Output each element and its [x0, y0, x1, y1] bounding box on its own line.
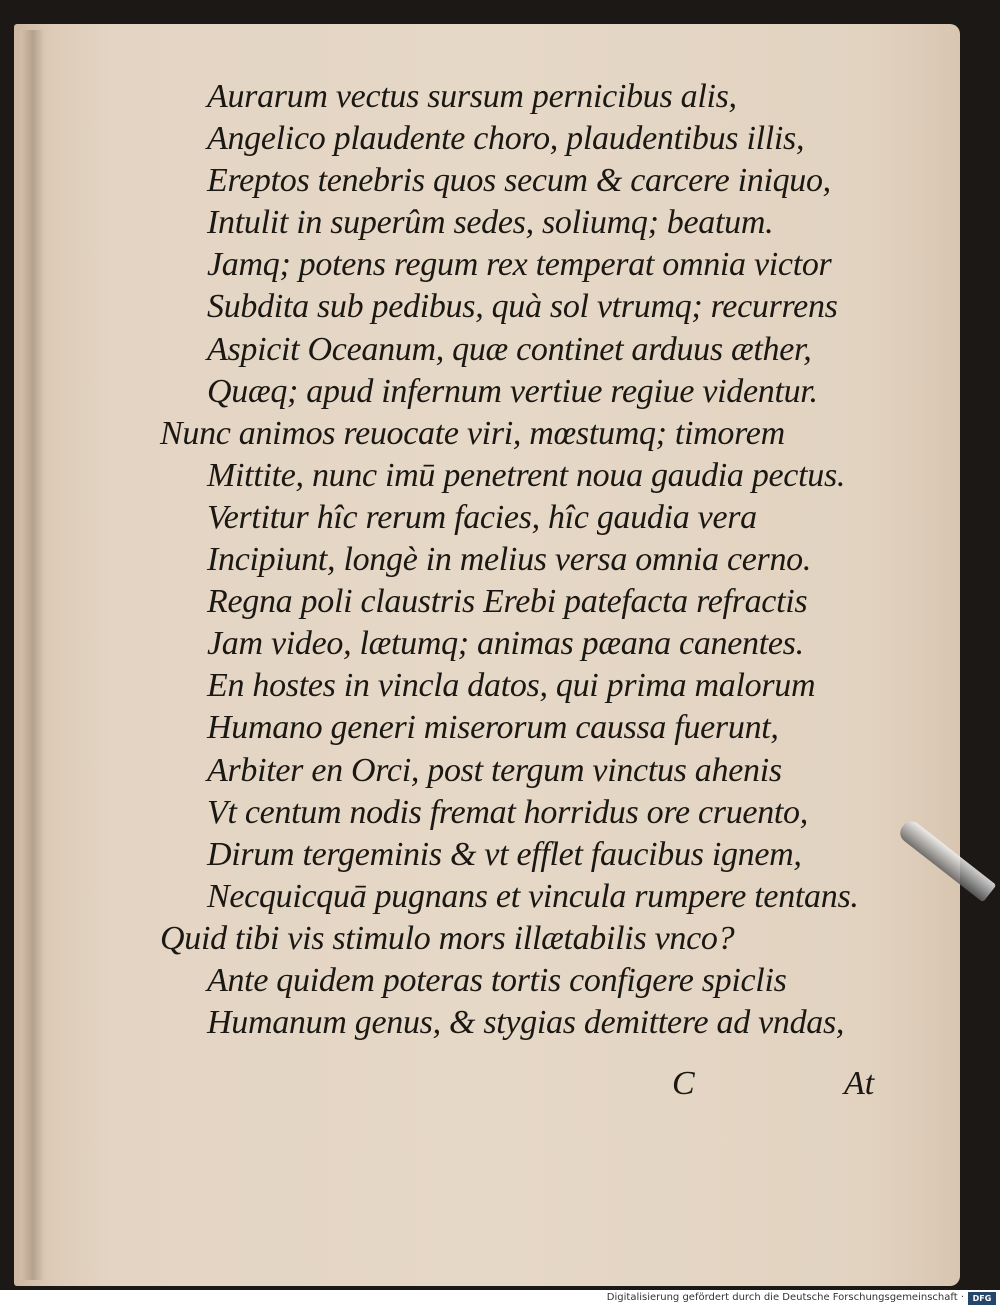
verse-line: Arbiter en Orci, post tergum vinctus ahenis	[207, 751, 782, 789]
verse-line: Humanum genus, & stygias demittere ad vndas,	[207, 1004, 845, 1042]
catchword: At	[844, 1065, 875, 1102]
funding-notice: Digitalisierung gefördert durch die Deutsche Forschungsgemeinschaft ·	[606, 1292, 964, 1303]
gutter-shadow	[22, 30, 44, 1280]
verse-line: Incipiunt, longè in melius versa omnia cerno.	[207, 541, 812, 579]
verse-line: En hostes in vincla datos, qui prima malorum	[207, 667, 816, 705]
verse-line: Nunc animos reuocate viri, mœstumq; timorem	[160, 414, 785, 452]
signature-mark: C	[672, 1065, 695, 1102]
verse-line: Mittite, nunc imū penetrent noua gaudia pectus.	[207, 456, 846, 494]
verse-line: Vt centum nodis fremat horridus ore cruento,	[207, 793, 808, 831]
verse-line: Angelico plaudente choro, plaudentibus illis,	[207, 120, 805, 158]
verse-line: Quæq; apud infernum vertiue regiue videntur.	[207, 372, 818, 410]
verse-line: Humano generi miserorum caussa fuerunt,	[207, 709, 779, 747]
verse-line: Quid tibi vis stimulo mors illætabilis vnco?	[160, 919, 735, 957]
verse-line: Aurarum vectus sursum pernicibus alis,	[207, 78, 737, 115]
verse-block	[160, 76, 920, 1044]
verse-line: Aspicit Oceanum, quæ continet arduus æther,	[207, 330, 812, 368]
verse-line: Vertitur hîc rerum facies, hîc gaudia vera	[207, 498, 757, 536]
verse-line: Intulit in superûm sedes, soliumq; beatum.	[207, 204, 774, 242]
digitization-footer	[0, 1290, 1000, 1308]
dfg-logo: DFG	[968, 1292, 996, 1305]
verse-line: Jam video, lætumq; animas pæana canentes.	[207, 625, 804, 663]
verse-line: Regna poli claustris Erebi patefacta refractis	[207, 583, 808, 621]
verse-line: Subdita sub pedibus, quà sol vtrumq; recurrens	[207, 288, 838, 326]
verse-line: Ereptos tenebris quos secum & carcere iniquo,	[207, 162, 831, 200]
verse-line: Jamq; potens regum rex temperat omnia victor	[207, 246, 832, 284]
verse-line: Dirum tergeminis & vt efflet faucibus ignem,	[207, 835, 802, 873]
verse-line: Ante quidem poteras tortis configere spiclis	[207, 961, 787, 999]
page-footer-line	[160, 1065, 920, 1107]
verse-line: Necquicquā pugnans et vincula rumpere tentans.	[207, 877, 859, 915]
